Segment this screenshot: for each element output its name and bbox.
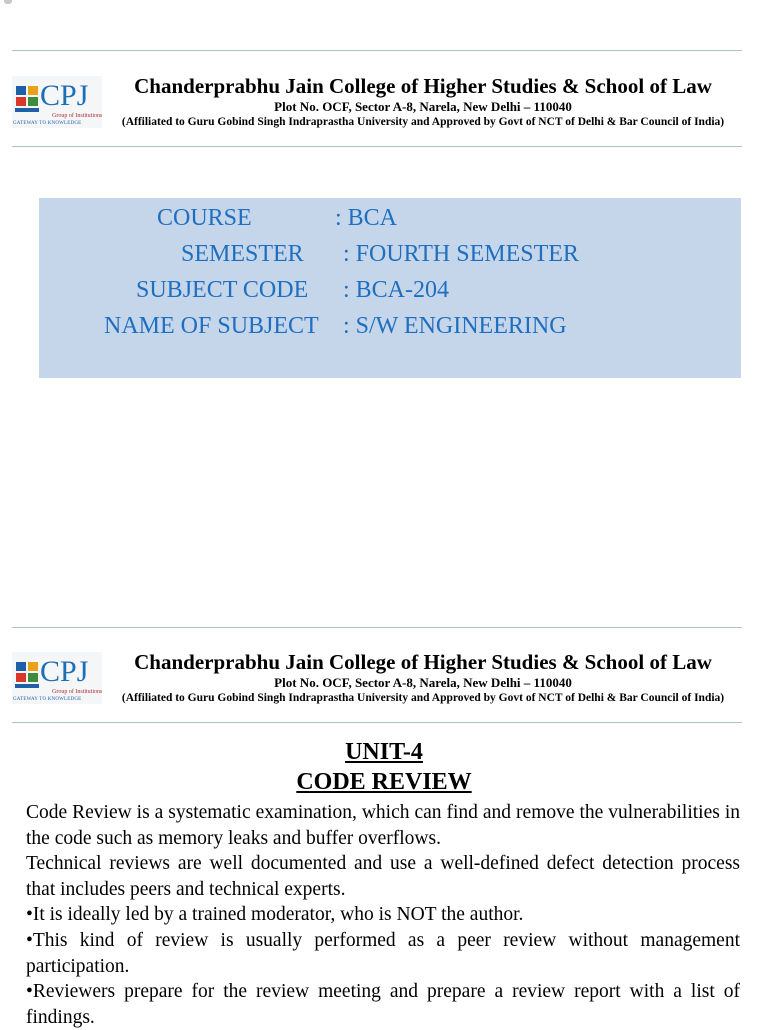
college-header (12, 650, 742, 710)
paragraph: Code Review is a systematic examination, which can find and remove the vulnerabilities in the code such as memory leaks and buffer overflows. (26, 802, 740, 849)
subject-name-value: : S/W ENGINEERING (343, 313, 567, 339)
college-logo (12, 76, 102, 128)
section-heading: CODE REVIEW (296, 769, 472, 795)
content-slide (0, 620, 768, 1028)
semester-value: : FOURTH SEMESTER (343, 241, 579, 267)
course-label: COURSE (157, 205, 252, 231)
college-name: Chanderprabhu Jain College of Higher Studies & School of Law (134, 74, 712, 98)
college-address: Plot No. OCF, Sector A-8, Narela, New Delhi – 110040 (274, 675, 572, 690)
header-top-rule (12, 50, 742, 51)
logo-tagline: Group of Institutions (52, 689, 103, 695)
bullet-item: •Reviewers prepare for the review meeting and prepare a review report with a list of findings. (26, 981, 740, 1028)
subject-code-label: SUBJECT CODE (136, 277, 309, 303)
college-affiliation: (Affiliated to Guru Gobind Singh Indraprastha University and Approved by Govt of NCT of Delhi & Bar Council of India) (121, 116, 725, 128)
college-logo (12, 652, 102, 704)
college-affiliation: (Affiliated to Guru Gobind Singh Indraprastha University and Approved by Govt of NCT of Delhi & Bar Council of India) (121, 692, 725, 704)
header-bottom-rule (12, 146, 742, 147)
logo-text: CPJ (40, 79, 89, 112)
logo-text: CPJ (40, 655, 89, 688)
bullet-item: •This kind of review is usually performed as a peer review without management participation. (26, 929, 740, 977)
header-top-rule (12, 627, 742, 628)
unit-heading: UNIT-4 (345, 739, 423, 765)
bullet-item: •It is ideally led by a trained moderator, who is NOT the author. (26, 904, 524, 926)
college-address: Plot No. OCF, Sector A-8, Narela, New Delhi – 110040 (274, 99, 572, 114)
paragraph: Technical reviews are well documented and use a well-defined defect detection process that includes peers and technical experts. (26, 853, 740, 900)
logo-motto: GATEWAY TO KNOWLEDGE (13, 121, 82, 126)
course-info-box (39, 198, 741, 378)
logo-motto: GATEWAY TO KNOWLEDGE (13, 697, 82, 702)
college-name: Chanderprabhu Jain College of Higher Studies & School of Law (134, 650, 712, 674)
college-header (12, 74, 742, 134)
semester-label: SEMESTER (181, 241, 304, 267)
course-value: : BCA (335, 205, 398, 231)
body-text (26, 800, 740, 1030)
subject-code-value: : BCA-204 (343, 277, 450, 303)
logo-tagline: Group of Institutions (52, 113, 103, 119)
subject-name-label: NAME OF SUBJECT (104, 313, 319, 339)
header-bottom-rule (12, 722, 742, 723)
